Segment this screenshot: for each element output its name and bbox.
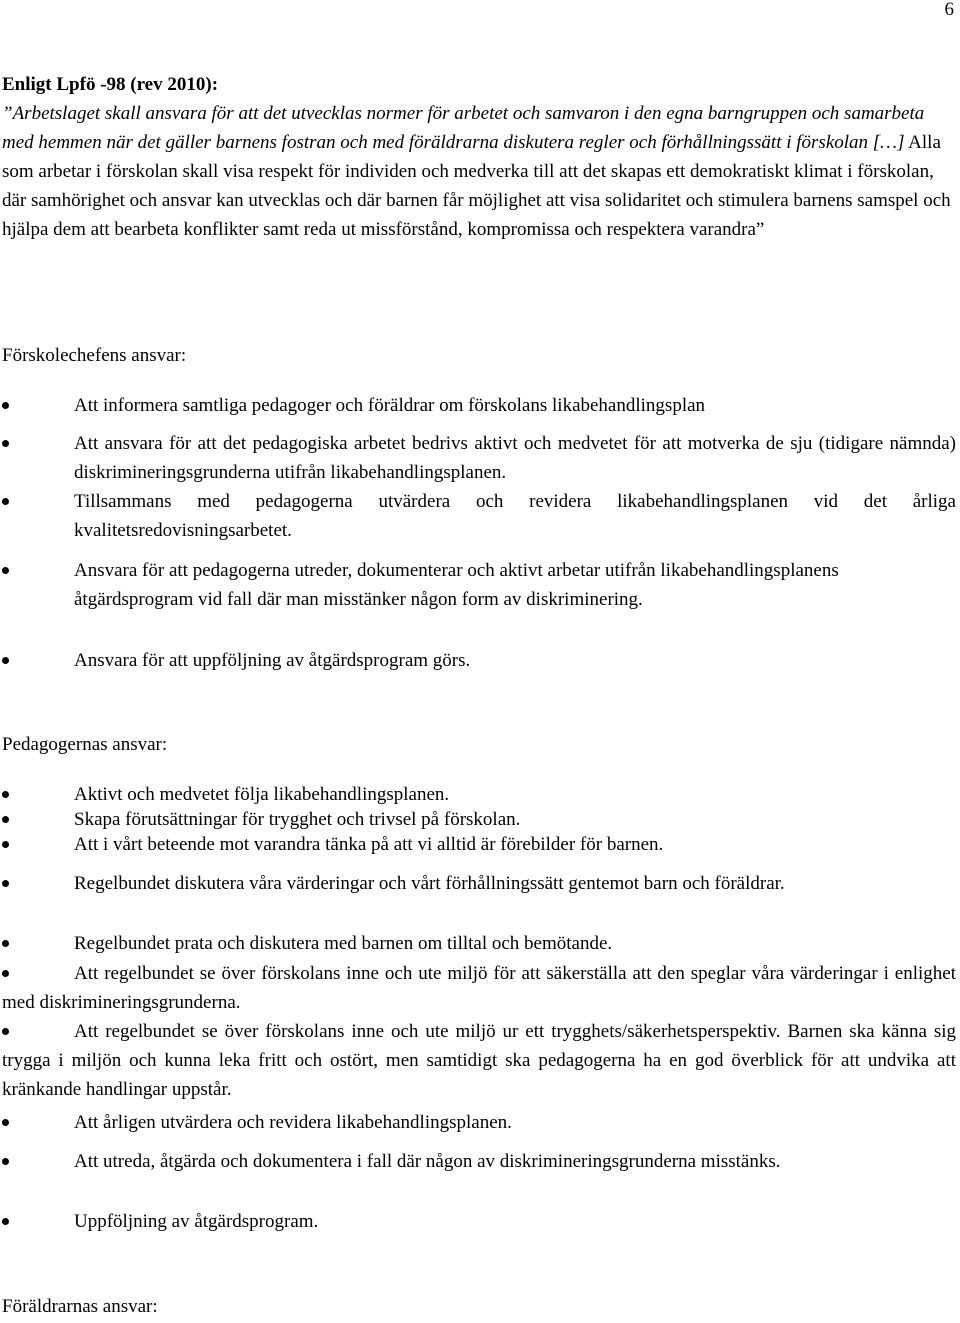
list-item-text: Uppföljning av åtgärdsprogram. (74, 1211, 319, 1232)
list-item-text: Regelbundet diskutera våra värderingar och vårt förhållningssätt gentemot barn och föräldrar. (74, 873, 785, 894)
bullet-icon (2, 440, 9, 447)
bullet-icon (2, 841, 9, 848)
list-item (2, 929, 956, 958)
list-item-text: Aktivt och medvetet följa likabehandlingsplanen. (74, 784, 450, 805)
intro-quote-normal: Alla som arbetar i förskolan skall visa respekt för individen och medverka till att det skapas ett demokratiskt klimat i förskolan, där samhörighet och ansvar kan utvecklas och där barnen får möjlighet att visa solidaritet och stimulera barnens samspel och hjälpa dem att bearbeta konflikter samt reda ut missförstånd, kompromissa och respektera varandra” (2, 132, 951, 240)
intro-quote-italic: ”Arbetslaget skall ansvara för att det utvecklas normer för arbetet och samvaron i den egna barngruppen och samarbeta med hemmen när det gäller barnens fostran och med föräldrarna diskutera regler och förhållningssätt i förskolan […] (2, 103, 925, 153)
list-item-text: Regelbundet prata och diskutera med barnen om tilltal och bemötande. (74, 933, 613, 954)
list-item (2, 1108, 956, 1137)
list-item-text: Att regelbundet se över förskolans inne och ute miljö ur ett trygghets/säkerhetsperspektiv. Barnen ska känna sig trygga i miljön och kunna leka fritt och ostört, men samtidigt ska pedagogerna ha en god överblick för att undvika att kränkande handlingar uppstår. (2, 1021, 956, 1100)
list-item (2, 646, 956, 675)
bullet-icon (2, 940, 9, 947)
forskolechef-heading: Förskolechefens ansvar: (2, 345, 187, 366)
list-item (2, 959, 956, 1017)
bullet-icon (2, 816, 9, 823)
list-item (2, 869, 956, 898)
bullet-icon (2, 567, 9, 574)
list-item-text: Att årligen utvärdera och revidera likabehandlingsplanen. (74, 1112, 512, 1133)
list-item (2, 487, 956, 545)
list-item-text: Skapa förutsättningar för trygghet och trivsel på förskolan. (74, 809, 521, 830)
list-item (2, 1017, 956, 1104)
bullet-icon (2, 402, 9, 409)
bullet-icon (2, 1158, 9, 1165)
intro-heading: Enligt Lpfö -98 (rev 2010): (2, 74, 219, 95)
bullet-icon (2, 1119, 9, 1126)
bullet-icon (2, 880, 9, 887)
list-item (2, 556, 956, 614)
list-item-text: Att ansvara för att det pedagogiska arbetet bedrivs aktivt och medvetet för att motverka de sju (tidigare nämnda) diskrimineringsgrunderna utifrån likabehandlingsplanen. (74, 433, 956, 483)
list-item-text: Ansvara för att pedagogerna utreder, dokumenterar och aktivt arbetar utifrån likabehandlingsplanens åtgärdsprogram vid fall där man misstänker någon form av diskriminering. (74, 560, 839, 610)
list-item (2, 429, 956, 487)
page-number: 6 (944, 0, 954, 20)
list-item (2, 1207, 956, 1236)
intro-section (2, 70, 956, 244)
list-item (2, 391, 956, 420)
list-item-text: Att i vårt beteende mot varandra tänka på att vi alltid är förebilder för barnen. (74, 834, 664, 855)
bullet-icon (2, 498, 9, 505)
bullet-icon (2, 1218, 9, 1225)
pedagoger-heading: Pedagogernas ansvar: (2, 734, 168, 755)
list-item-text: Att regelbundet se över förskolans inne och ute miljö för att säkerställa att den speglar våra värderingar i enlighet med diskrimineringsgrunderna. (2, 963, 956, 1013)
foraldrar-heading: Föräldrarnas ansvar: (2, 1296, 158, 1317)
list-item-text: Att utreda, åtgärda och dokumentera i fall där någon av diskrimineringsgrunderna misstänks. (74, 1151, 781, 1172)
list-item-text: Att informera samtliga pedagoger och föräldrar om förskolans likabehandlingsplan (74, 395, 706, 416)
list-item (2, 1147, 956, 1176)
list-item-text: Tillsammans med pedagogerna utvärdera och revidera likabehandlingsplanen vid det årliga kvalitetsredovisningsarbetet. (74, 491, 956, 541)
list-item (2, 830, 956, 859)
list-item-text: Ansvara för att uppföljning av åtgärdsprogram görs. (74, 650, 471, 671)
bullet-icon (2, 970, 9, 977)
bullet-icon (2, 791, 9, 798)
bullet-icon (2, 1028, 9, 1035)
bullet-icon (2, 657, 9, 664)
intro-quote (2, 99, 956, 244)
